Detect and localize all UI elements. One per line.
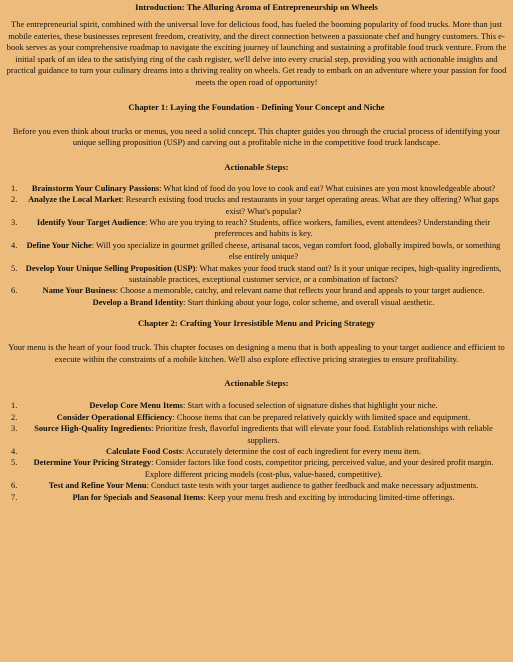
step-text: : What makes your food truck stand out? Is it your unique recipes, high-quality ingredients, sustainable practices, exceptional customer service, or a combination of factors? [128, 263, 502, 284]
list-item [2, 285, 511, 296]
step-label: Consider Operational Efficiency [56, 412, 173, 422]
step-label: Source High-Quality Ingredients [34, 424, 152, 434]
step-label: Identify Your Target Audience [36, 217, 146, 227]
step-label: Develop Your Unique Selling Proposition (USP) [25, 263, 196, 273]
intro-title: Introduction: The Alluring Aroma of Entrepreneurship on Wheels [135, 2, 378, 12]
list-number: 1. [11, 401, 18, 411]
list-number: 7. [11, 492, 18, 502]
list-item [2, 297, 511, 308]
chapter1-title: Chapter 1: Laying the Foundation - Defining Your Concept and Niche [128, 101, 385, 112]
step-label: Analyze the Local Market [28, 195, 122, 205]
list-item [2, 412, 511, 423]
list-number: 4. [11, 240, 18, 250]
list-number: 1. [11, 183, 18, 193]
list-number: 2. [11, 412, 18, 422]
step-text: : Research existing food trucks and restaurants in your target operating areas. What are they offering? What gaps exist? What's popular? [121, 195, 499, 216]
step-label: Calculate Food Costs [106, 447, 182, 457]
step-text: : Start thinking about your logo, color scheme, and overall visual aesthetic. [183, 297, 435, 307]
list-item [2, 446, 511, 457]
chapter2-title: Chapter 2: Crafting Your Irresistible Menu and Pricing Strategy [138, 318, 375, 329]
chapter2-steps-list [2, 400, 511, 503]
chapter1-paragraph: Before you even think about trucks or menus, you need a solid concept. This chapter guides you through the crucial process of identifying your unique selling proposition (USP) and carving out a profitable niche in the competitive food truck landscape. [12, 125, 501, 148]
list-item [2, 480, 511, 491]
list-number: 6. [11, 481, 18, 491]
step-text: : Choose a memorable, catchy, and relevant name that reflects your brand and appeals to your target audience. [115, 286, 485, 296]
step-label: Test and Refine Your Menu [48, 481, 147, 491]
list-number: 2. [11, 195, 18, 205]
list-number: 5. [11, 458, 18, 468]
step-text: : Will you specialize in gourmet grilled cheese, artisanal tacos, vegan comfort food, globally inspired bowls, or something else entirely unique? [91, 240, 501, 262]
list-number: 3. [11, 424, 18, 434]
chapter2-paragraph: Your menu is the heart of your food truck. This chapter focuses on designing a menu that is both appealing to your target audience and efficient to execute within the constraints of a mobile kitchen. We'll also explore effective pricing strategies to ensure profitability. [8, 342, 505, 364]
list-number: 6. [11, 286, 18, 296]
list-number: 3. [11, 217, 18, 227]
list-item [2, 400, 511, 411]
step-text: : Keep your menu fresh and exciting by introducing limited-time offerings. [203, 492, 455, 502]
list-item [2, 263, 511, 286]
step-text: : Start with a focused selection of signature dishes that highlight your niche. [182, 401, 438, 411]
step-text: : Consider factors like food costs, competitor pricing, perceived value, and your desired profit margin. Explore different pricing models (cost-plus, value-based, competitive). [144, 458, 494, 479]
step-text: : What kind of food do you love to cook and eat? What cuisines are you most knowledgeable about? [159, 183, 496, 193]
list-item [2, 492, 511, 503]
list-item [2, 183, 511, 194]
step-label: Plan for Specials and Seasonal Items [72, 492, 204, 502]
step-label: Determine Your Pricing Strategy [33, 458, 152, 468]
list-item [2, 457, 511, 480]
list-number: 4. [11, 447, 18, 457]
list-item [2, 240, 511, 263]
step-label: Brainstorm Your Culinary Passions [31, 183, 160, 193]
step-text: : Accurately determine the cost of each ingredient for every menu item. [181, 447, 421, 457]
list-item [2, 194, 511, 217]
step-label: Develop Core Menu Items [89, 401, 183, 411]
intro-paragraph: The entrepreneurial spirit, combined with the universal love for delicious food, has fueled the booming popularity of food trucks. More than just mobile eateries, these businesses represent freedom, creativity, and the direct connection between a passionate chef and hungry customers. This e-book serves as your comprehensive roadmap to navigate the exciting journey of launching and sustaining a profitable food truck venture. From the initial spark of an idea to the satisfying ring of the cash register, we'll delve into every crucial step, providing you with actionable insights and practical guidance to turn your culinary dreams into a thriving reality on wheels. Get ready to embark on an adventure where your passion for food meets the open road of opportunity! [6, 19, 507, 87]
chapter1-steps-heading: Actionable Steps: [224, 161, 289, 172]
list-number: 5. [11, 263, 18, 273]
step-label: Name Your Business [42, 286, 116, 296]
step-text: : Who are you trying to reach? Students, office workers, families, event attendees? Understanding their preferences and habits is key. [145, 217, 491, 239]
chapter2-steps-heading: Actionable Steps: [224, 378, 289, 389]
chapter1-steps-list [2, 183, 511, 308]
step-label: Define Your Niche [26, 240, 92, 250]
step-label: Develop a Brand Identity [92, 297, 184, 307]
step-text: : Prioritize fresh, flavorful ingredients that will elevate your food. Establish relationships with reliable suppliers. [151, 424, 493, 445]
list-item [2, 217, 511, 240]
step-text: : Choose items that can be prepared relatively quickly with limited space and equipment. [172, 412, 471, 422]
step-text: : Conduct taste tests with your target audience to gather feedback and make necessary adjustments. [146, 481, 479, 491]
list-item [2, 423, 511, 446]
